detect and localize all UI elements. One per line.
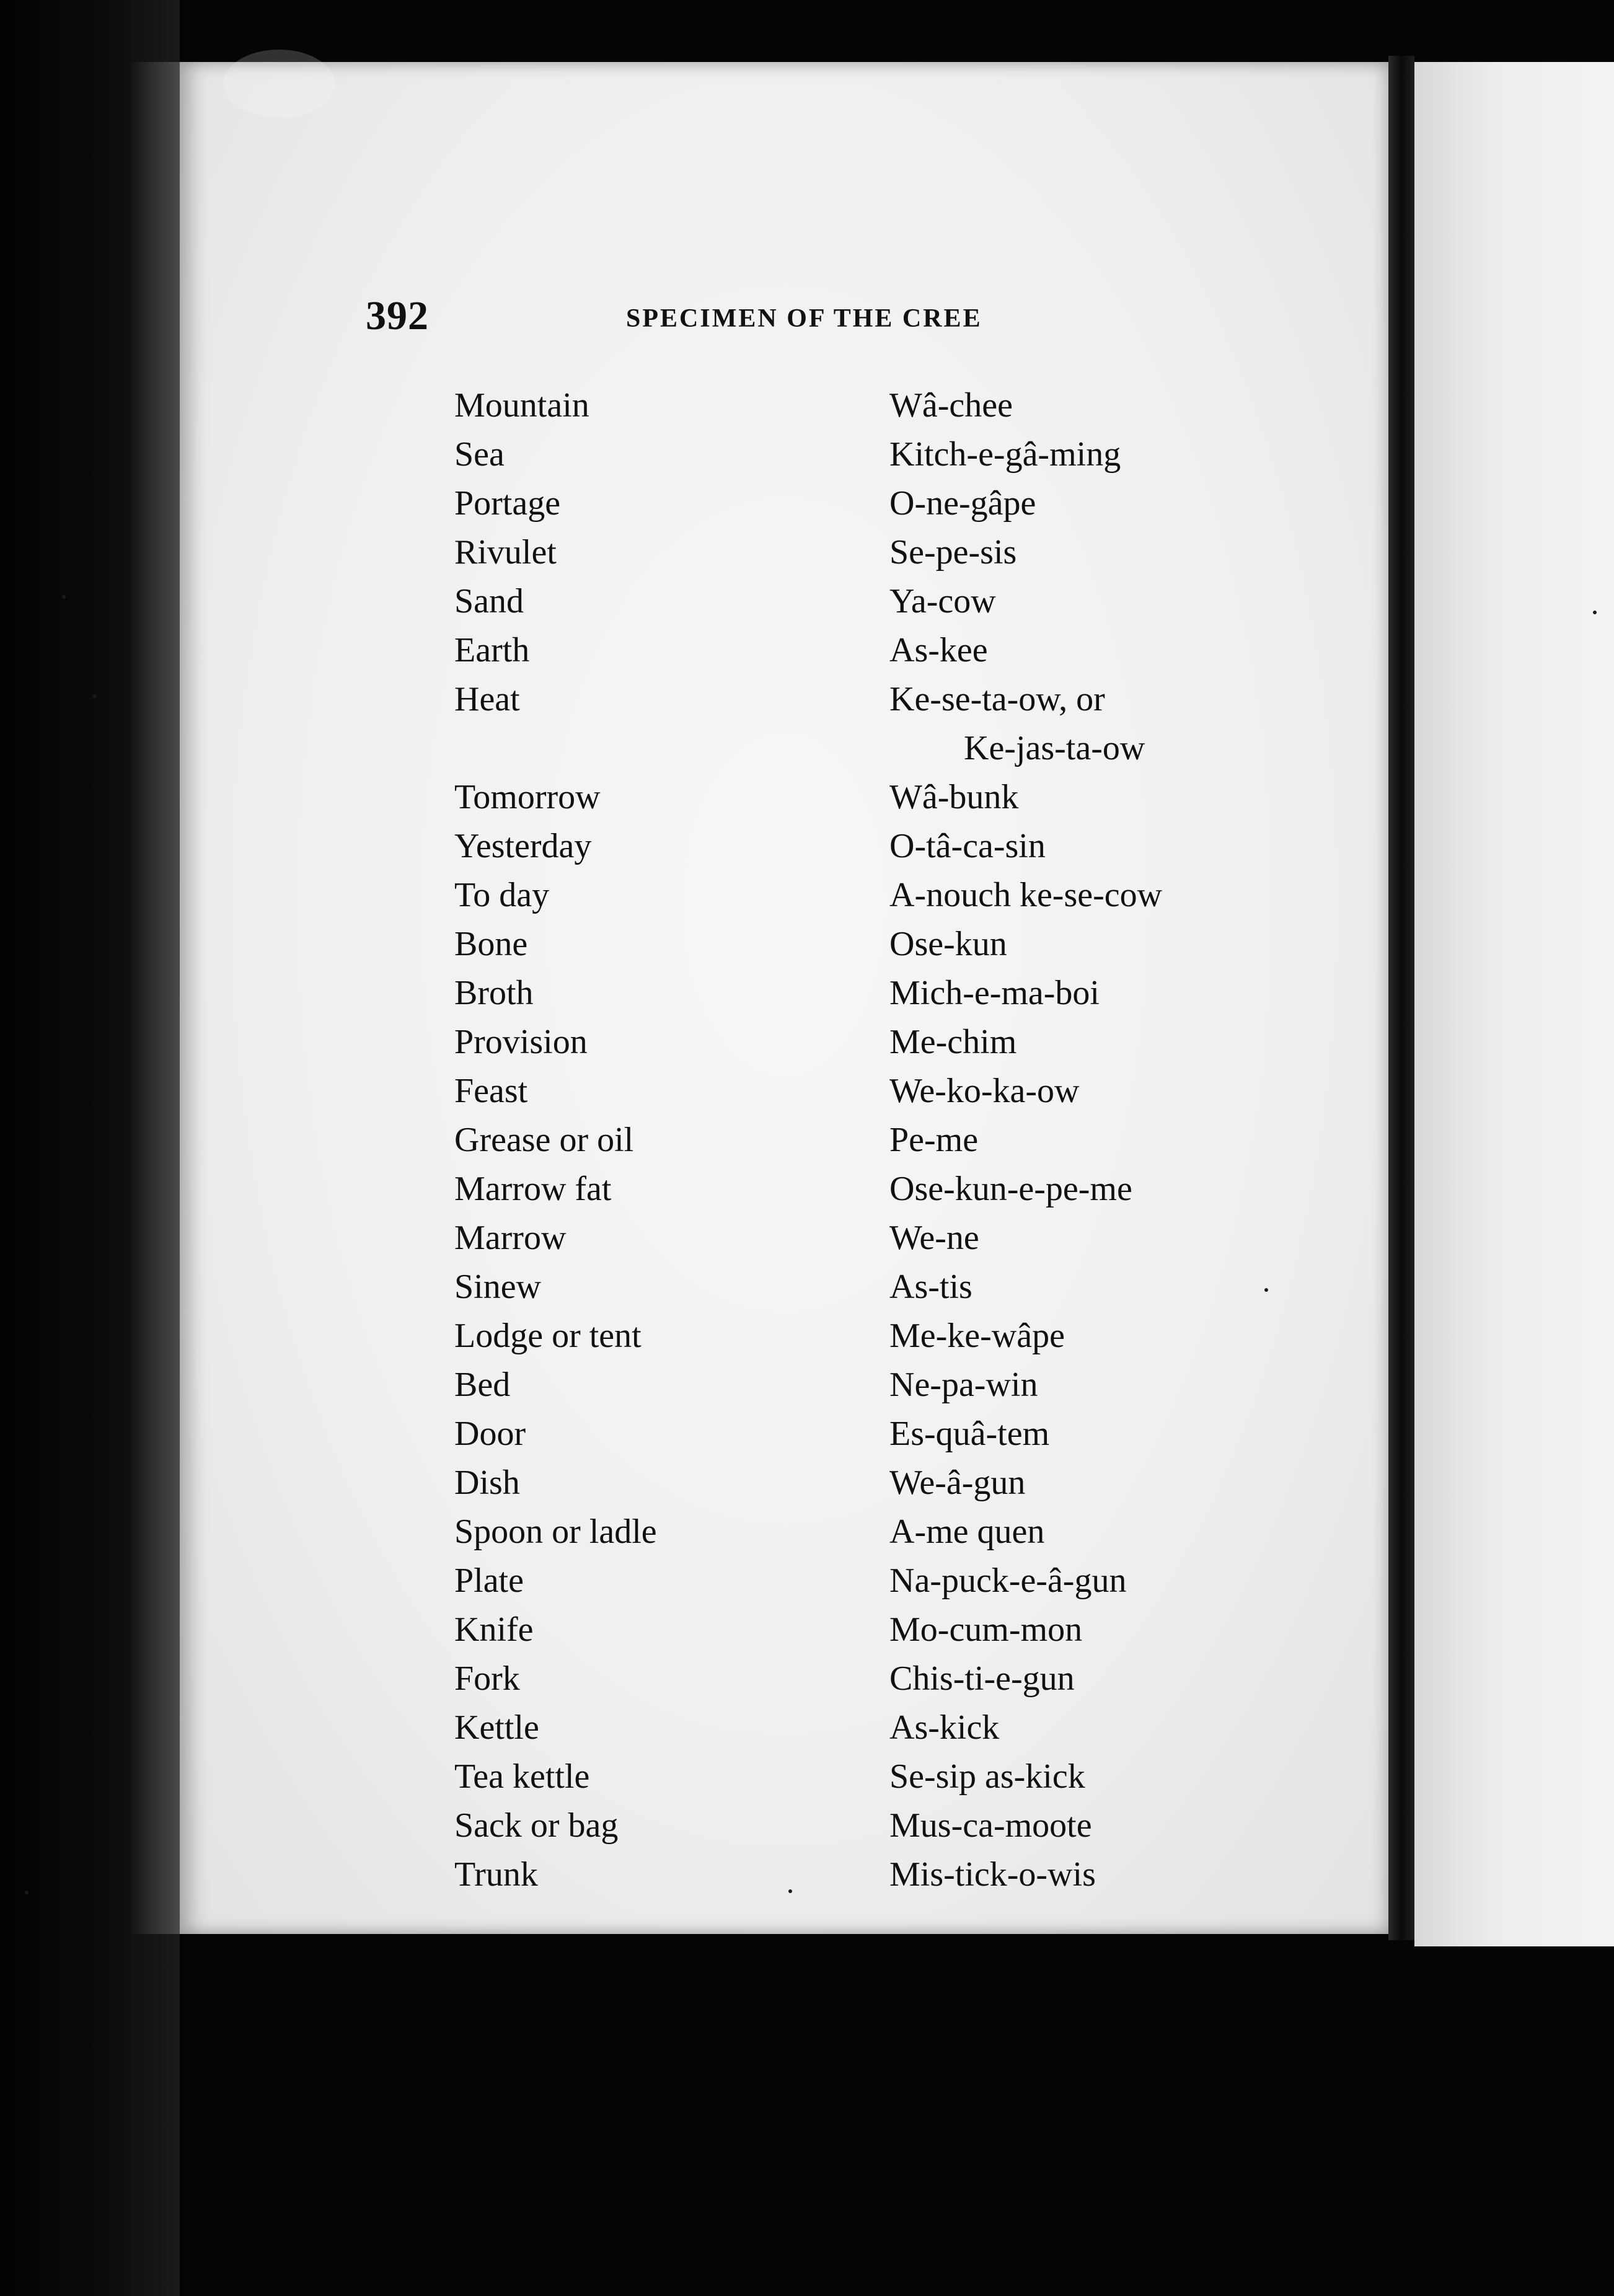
english-word: Earth (454, 631, 530, 669)
cree-word: A-me quen (889, 1512, 1045, 1551)
english-word: Portage (454, 484, 561, 523)
cree-word: Mus-ca-moote (889, 1806, 1092, 1845)
cree-word: We-ne (889, 1219, 979, 1257)
vocabulary-row (454, 773, 1260, 822)
vocabulary-row (454, 1605, 1260, 1654)
cree-word: Wâ-chee (889, 386, 1013, 425)
vocabulary-row (454, 871, 1260, 920)
cree-word: Pe-me (889, 1121, 979, 1159)
vocabulary-row (454, 1801, 1260, 1850)
cree-word: Mis-tick-o-wis (889, 1855, 1096, 1894)
running-header: SPECIMEN OF THE CREE (626, 304, 982, 333)
cree-word: Es-quâ-tem (889, 1415, 1050, 1453)
english-word: Sack or bag (454, 1806, 619, 1845)
dust-speck (1264, 1288, 1268, 1292)
paper-stain (223, 50, 335, 118)
cree-word: Mich-e-ma-boi (889, 974, 1100, 1012)
vocabulary-row (454, 969, 1260, 1018)
english-word: Trunk (454, 1855, 538, 1894)
vocabulary-row (454, 381, 1260, 430)
english-word: Tomorrow (454, 778, 601, 816)
english-word: Heat (454, 680, 520, 718)
vocabulary-row (454, 1556, 1260, 1605)
english-word: To day (454, 876, 550, 914)
vocabulary-row (454, 1214, 1260, 1263)
cree-word: Ose-kun (889, 925, 1007, 963)
english-word: Tea kettle (454, 1757, 590, 1796)
english-word: Mountain (454, 386, 589, 425)
cree-word: Me-chim (889, 1023, 1017, 1061)
english-word: Dish (454, 1464, 520, 1502)
english-word: Sea (454, 435, 505, 474)
english-word: Bed (454, 1366, 511, 1404)
english-word: Feast (454, 1072, 528, 1110)
english-word: Plate (454, 1561, 524, 1600)
cree-word: Ke-jas-ta-ow (964, 729, 1145, 767)
english-word: Broth (454, 974, 534, 1012)
vocabulary-row (454, 1654, 1260, 1703)
dust-speck (93, 694, 97, 698)
vocabulary-row (454, 675, 1260, 724)
english-word: Grease or oil (454, 1121, 634, 1159)
vocabulary-row (454, 626, 1260, 675)
cree-word: Ya-cow (889, 582, 996, 620)
english-word: Fork (454, 1659, 520, 1698)
vocabulary-row (454, 1018, 1260, 1067)
vocabulary-row (454, 724, 1260, 773)
cree-word: We-ko-ka-ow (889, 1072, 1080, 1110)
vocabulary-row (454, 1410, 1260, 1459)
cree-word: O-ne-gâpe (889, 484, 1036, 523)
vocabulary-row (454, 1752, 1260, 1801)
vocabulary-row (454, 1067, 1260, 1116)
cree-word: As-kee (889, 631, 988, 669)
vocabulary-list (454, 381, 1260, 1899)
cree-word: Chis-ti-e-gun (889, 1659, 1075, 1698)
cree-word: Se-sip as-kick (889, 1757, 1085, 1796)
english-word: Kettle (454, 1708, 539, 1747)
english-word: Spoon or ladle (454, 1512, 657, 1551)
english-word: Door (454, 1415, 526, 1453)
vocabulary-row (454, 577, 1260, 626)
vocabulary-row (454, 822, 1260, 871)
vocabulary-row (454, 1850, 1260, 1899)
page-number: 392 (366, 293, 429, 338)
cree-word: Wâ-bunk (889, 778, 1019, 816)
facing-page-edge (1414, 62, 1614, 1946)
vocabulary-row (454, 1165, 1260, 1214)
vocabulary-row (454, 1361, 1260, 1410)
cree-word: Me-ke-wâpe (889, 1317, 1065, 1355)
english-word: Provision (454, 1023, 588, 1061)
english-word: Yesterday (454, 827, 592, 865)
cree-word: Ke-se-ta-ow, or (889, 680, 1105, 718)
cree-word: A-nouch ke-se-cow (889, 876, 1163, 914)
cree-word: As-kick (889, 1708, 1000, 1747)
dust-speck (1593, 611, 1597, 614)
vocabulary-row (454, 920, 1260, 969)
vocabulary-row (454, 1312, 1260, 1361)
vocabulary-row (454, 1263, 1260, 1312)
english-word: Sand (454, 582, 524, 620)
vocabulary-row (454, 430, 1260, 479)
cree-word: We-â-gun (889, 1464, 1026, 1502)
english-word: Sinew (454, 1268, 541, 1306)
english-word: Bone (454, 925, 528, 963)
dust-speck (25, 1891, 29, 1894)
cree-word: Se-pe-sis (889, 533, 1017, 572)
vocabulary-row (454, 1459, 1260, 1508)
cree-word: Mo-cum-mon (889, 1610, 1083, 1649)
page-gutter (1388, 56, 1414, 1940)
vocabulary-row (454, 1508, 1260, 1556)
english-word: Lodge or tent (454, 1317, 642, 1355)
cree-word: Na-puck-e-â-gun (889, 1561, 1127, 1600)
cree-word: Ne-pa-win (889, 1366, 1038, 1404)
english-word: Marrow (454, 1219, 567, 1257)
english-word: Rivulet (454, 533, 557, 572)
english-word: Knife (454, 1610, 534, 1649)
cree-word: O-tâ-ca-sin (889, 827, 1046, 865)
vocabulary-row (454, 528, 1260, 577)
vocabulary-row (454, 1703, 1260, 1752)
book-spine-shadow (130, 62, 180, 1934)
english-word: Marrow fat (454, 1170, 612, 1208)
dust-speck (62, 595, 66, 599)
cree-word: Kitch-e-gâ-ming (889, 435, 1121, 474)
vocabulary-row (454, 479, 1260, 528)
cree-word: Ose-kun-e-pe-me (889, 1170, 1132, 1208)
vocabulary-row (454, 1116, 1260, 1165)
cree-word: As-tis (889, 1268, 972, 1306)
